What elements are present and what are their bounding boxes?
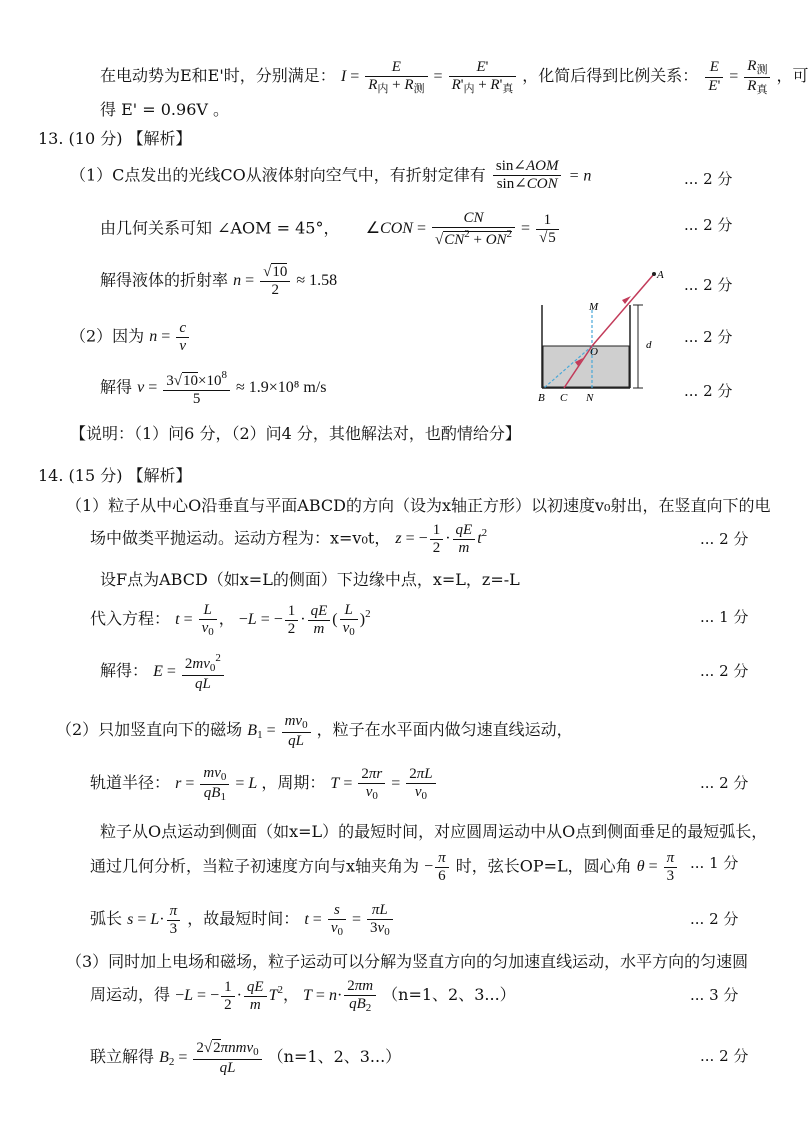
figure-label: N <box>586 392 594 404</box>
score: ... 2 分 <box>700 774 749 792</box>
q14-part3-n-values: （n=1、2、3...） <box>382 985 516 1005</box>
score: ... 2 分 <box>700 662 749 680</box>
n-c-over-v: n = $\frac{c}{v}$ <box>149 328 191 345</box>
score: ... 2 分 <box>684 170 733 188</box>
refraction-diagram <box>530 260 670 405</box>
q13-step3-text: 解得液体的折射率 <box>100 270 229 290</box>
q12-ratio-line <box>100 58 808 96</box>
q14-radius-text: 轨道半径： <box>90 772 171 792</box>
q14-part1-line2-text: 场中做类平抛运动。运动方程为：x=v₀t， <box>90 528 391 548</box>
score: ... 3 分 <box>690 986 739 1004</box>
q13-step2-text: 由几何关系可知 ∠AOM = 45°， <box>100 218 340 238</box>
current-equation: I = $\frac{E}{R_内 + R_测}$ = $\frac{E'}{R'_内 + R'_真}$ <box>341 68 522 85</box>
period-equation: T = $\frac{2\pi r}{v_0}$ = $\frac{2\pi L}{v_0}$ <box>330 775 437 792</box>
refractive-index-equation: n = $\frac{√10}{2}$ ≈ 1.58 <box>233 264 338 299</box>
q13-step5-result: ≈ 1.9×10⁸ m/s <box>235 379 327 397</box>
z-motion-equation: z = − $\frac{1}{2}$ · $\frac{qE}{m}$ $t^2$ <box>395 522 488 557</box>
q14-final-n-values: （n=1、2、3...） <box>267 1047 402 1067</box>
figure-label: C <box>560 392 568 404</box>
q14-part2-intro-text: （2）只加竖直向下的磁场 <box>56 720 243 740</box>
score: ... 2 分 <box>690 910 739 928</box>
figure-label: A <box>657 269 664 281</box>
q14-field-result <box>100 652 226 693</box>
q14-part3-line1: （3）同时加上电场和磁场，粒子运动可以分解为竖直方向的匀加速直线运动，水平方向的匀速圆 <box>66 952 749 971</box>
speed-equation: v = $\frac{3√10\times 10^8}{5}$ ≈ 1.9×10⁸ m/s <box>137 369 327 408</box>
score: ... 2 分 <box>700 530 749 548</box>
q13-step2 <box>100 210 561 250</box>
figure-label: O <box>590 346 598 358</box>
q13-step4-text: （2）因为 <box>70 326 145 346</box>
q13-header: 13. (10 分) 【解析】 <box>38 129 192 148</box>
q12-line1-prefix: 在电动势为E和E'时，分别满足： <box>100 65 336 85</box>
q14-part1-line1: （1）粒子从中心O沿垂直与平面ABCD的方向（设为x轴正方形）以初速度v₀射出，在竖直向下的电 <box>66 496 771 515</box>
q14-field-result-text: 解得： <box>100 661 149 681</box>
score: ... 1 分 <box>700 608 749 626</box>
q14-shortest-time-line1: 粒子从O点运动到侧面（如x=L）的最短时间，对应圆周运动中从O点到侧面垂足的最短弧长， <box>100 822 768 841</box>
score: ... 2 分 <box>700 1047 749 1065</box>
q14-radius-period <box>90 765 438 803</box>
q14-final-text: 联立解得 <box>90 1047 155 1067</box>
score: ... 2 分 <box>684 276 733 294</box>
q13-step3 <box>100 264 337 300</box>
q12-line1-suffix: ，可 <box>776 65 808 85</box>
q14-part1-line2 <box>90 522 487 558</box>
q14-header: 14. (15 分) 【解析】 <box>38 466 192 485</box>
substitute-equation: t = $\frac{L}{v_0}$ ， −L = − $\frac{1}{2}$ · $\frac{qE}{m}$ ( $\frac{L}{v_0}$ )$^2$ <box>175 602 371 639</box>
q14-min-time-text: ，故最短时间： <box>187 909 300 929</box>
score: ... 2 分 <box>684 216 733 234</box>
field-equation: E = $\frac{2mv_0^2}{qL}$ <box>153 663 226 680</box>
q14-shortest-time-line2 <box>90 850 679 886</box>
figure-label: d <box>646 339 652 351</box>
q13-note: 【说明：（1）问6 分，（2）问4 分，其他解法对，也酌情给分】 <box>70 424 521 443</box>
point-a <box>652 272 656 276</box>
radius-equation: r = $\frac{mv_0}{qB_1}$ = L <box>175 765 258 803</box>
arc-equation: s = L· $\frac{\pi}{3}$ <box>127 911 182 928</box>
ratio-equation: $\frac{E}{E'}$ = $\frac{R_测}{R_真}$ <box>703 68 776 85</box>
liquid <box>543 346 629 387</box>
q14-arc-length <box>90 902 395 939</box>
q12-result: 得 E' = 0.96V 。 <box>100 100 230 119</box>
combined-equation: −L = − $\frac{1}{2}$ · $\frac{qE}{m}$ $T^2$， T = n· $\frac{2\pi m}{qB_2}$ <box>175 987 382 1004</box>
q13-step1-text: （1）C点发出的光线CO从液体射向空气中，有折射定律有 <box>70 165 486 185</box>
q13-step5-text: 解得 <box>100 377 133 397</box>
q14-part3-line2 <box>90 978 516 1015</box>
theta-equation: θ = $\frac{\pi}{3}$ <box>637 858 679 875</box>
score: ... 2 分 <box>684 382 733 400</box>
q13-step1-tail: = n <box>568 167 592 185</box>
q13-step5 <box>100 369 326 409</box>
q12-line1-mid: ，化简后得到比例关系： <box>522 65 699 85</box>
b2-equation: $B_2$ = $\frac{2√2\pi nmv_0}{qL}$ <box>159 1049 268 1066</box>
ray-oa <box>592 274 654 346</box>
b1-equation: $B_1$ = $\frac{mv_0}{qL}$ <box>247 722 316 739</box>
q14-chord-text: 时，弦长OP=L，圆心角 <box>455 856 632 876</box>
q14-part3-line2-text: 周运动，得 <box>90 985 171 1005</box>
q14-point-f: 设F点为ABCD（如x=L的侧面）下边缘中点，x=L，z=-L <box>100 570 520 589</box>
score: ... 1 分 <box>690 854 739 872</box>
min-time-equation: t = $\frac{s}{v_0}$ = $\frac{\pi L}{3v_0}$ <box>304 911 394 928</box>
angle-con-equation: ∠CON = $\frac{CN}{√CN^2 + ON^2}$ = $\frac{1}{√5}$ <box>366 220 561 237</box>
figure-label: M <box>589 301 599 313</box>
score: ... 2 分 <box>684 328 733 346</box>
q13-step3-result: ≈ 1.58 <box>296 272 338 290</box>
q14-substitute-text: 代入方程： <box>90 609 171 629</box>
refraction-law-fraction: $\frac{\text{sin∠AOM}}{\text{sin∠CON}}$ <box>493 158 562 194</box>
q14-arc-text: 弧长 <box>90 909 123 929</box>
q14-part2-intro-tail: ，粒子在水平面内做匀速直线运动， <box>316 720 573 740</box>
q13-step1 <box>70 158 591 194</box>
q14-period-text: ，周期： <box>261 772 326 792</box>
q14-substitute <box>90 602 371 639</box>
angle-value: − $\frac{\pi}{6}$ <box>424 858 451 875</box>
q14-part2-intro <box>56 713 573 750</box>
figure-label: B <box>538 392 545 404</box>
q13-step4 <box>70 320 191 356</box>
q14-final-result <box>90 1040 401 1077</box>
q14-angle-text: 通过几何分析，当粒子初速度方向与x轴夹角为 <box>90 856 420 876</box>
